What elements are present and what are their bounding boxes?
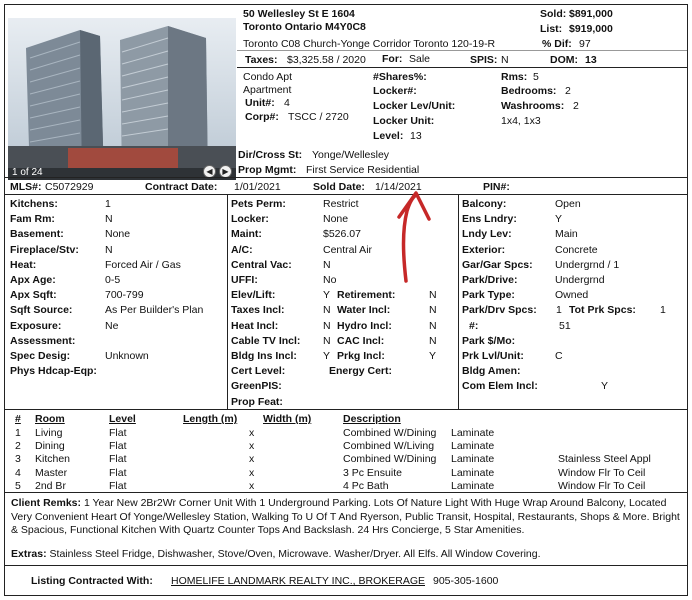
room-number: 5 (15, 479, 21, 492)
cross-street-label: Dir/Cross St: (238, 149, 303, 161)
city-postal: Toronto Ontario M4Y0C8 (243, 21, 366, 33)
field-value: Central Air (323, 243, 373, 256)
pdif-label: % Dif: (542, 38, 572, 50)
field-label: Taxes Incl: (231, 304, 285, 317)
field-label: Kitchens: (10, 198, 58, 210)
prop-mgmt-value: First Service Residential (306, 164, 420, 176)
prop-mgmt-label: Prop Mgmt: (238, 164, 297, 176)
table-header: Level (109, 413, 136, 425)
field-label: Fireplace/Stv: (10, 243, 79, 256)
field-label: Bldg Ins Incl: (231, 350, 297, 362)
field-label: Retirement: (337, 289, 396, 302)
client-remarks-label: Client Remks: (11, 497, 82, 509)
cross-street-value: Yonge/Wellesley (312, 149, 390, 161)
field-label: Com Elem Incl: (462, 380, 538, 393)
field-value: 1 (660, 304, 666, 317)
for-label: For: (382, 53, 403, 65)
field-value: N (105, 213, 113, 226)
washrooms-detail: 1x4, 1x3 (501, 115, 541, 127)
field-value: Open (555, 198, 581, 210)
field-value: Y (601, 380, 609, 393)
corp-value: TSCC / 2720 (288, 111, 349, 123)
field-value: N (429, 334, 437, 347)
field-label: Elev/Lift: (231, 289, 276, 302)
dom-value: 13 (585, 54, 597, 66)
field-label: Cable TV Incl: (231, 334, 301, 347)
field-value: N (429, 304, 437, 317)
extras-text: Stainless Steel Fridge, Dishwasher, Stove/Oven, Microwave. Washer/Dryer. All Elfs. All Window Covering. (49, 548, 541, 560)
divider (237, 50, 687, 51)
area-line: Toronto C08 Church-Yonge Corridor Toronto 120-19-R (243, 38, 496, 50)
property-style: Apartment (243, 84, 292, 96)
unit-label: Unit#: (245, 97, 275, 109)
building-photo-image (8, 18, 236, 180)
room-number: 2 (15, 440, 21, 453)
photo-counter: 1 of 24 (12, 167, 43, 178)
field-label: Sqft Source: (10, 304, 73, 317)
field-value: N (323, 304, 331, 317)
field-label: Apx Age: (10, 274, 56, 286)
dom-label: DOM: (550, 54, 578, 66)
field-label: Heat: (10, 258, 37, 271)
divider (5, 177, 687, 178)
rooms-value: 5 (533, 71, 539, 83)
property-photo[interactable] (8, 18, 236, 180)
room-dimension: x (249, 427, 255, 439)
field-value: Ne (105, 319, 119, 332)
room-dimension: x (249, 453, 255, 466)
field-label: GreenPIS: (231, 380, 282, 393)
field-label: Spec Desig: (10, 350, 71, 362)
room-level: Flat (109, 440, 127, 453)
field-value: N (323, 334, 331, 347)
bedrooms-label: Bedrooms: (501, 85, 557, 97)
room-description: Laminate (451, 453, 495, 466)
locker-lev-label: Locker Lev/Unit: (373, 100, 456, 112)
table-header: Width (m) (263, 413, 312, 425)
field-label: #: (469, 319, 479, 332)
field-value: N (429, 289, 437, 302)
field-label: Heat Incl: (231, 319, 279, 332)
field-value: Y (555, 213, 563, 226)
field-label: Park/Drive: (462, 274, 518, 286)
field-value: 700-799 (105, 289, 144, 302)
room-name: Living (35, 427, 63, 439)
field-label: A/C: (231, 243, 253, 256)
field-label: Lndy Lev: (462, 228, 512, 241)
field-label: Energy Cert: (329, 365, 393, 378)
field-label: Cert Level: (231, 365, 286, 378)
sold-price: $891,000 (569, 8, 613, 20)
room-name: 2nd Br (35, 479, 66, 492)
field-value: N (429, 319, 437, 332)
field-value: Unknown (105, 350, 149, 362)
address: 50 Wellesley St E 1604 (243, 8, 355, 20)
field-label: Locker: (231, 213, 269, 226)
field-value: 0-5 (105, 274, 121, 286)
locker-num-label: Locker#: (373, 85, 417, 97)
washrooms-value: 2 (573, 100, 579, 112)
room-description: Laminate (451, 427, 495, 439)
field-value: None (323, 213, 349, 226)
table-header: Length (m) (183, 413, 238, 425)
spis-value: N (501, 54, 509, 66)
room-dimension: x (249, 440, 255, 453)
listing-sheet (4, 4, 688, 596)
field-value: Concrete (555, 243, 598, 256)
client-remarks-text: 1 Year New 2Br2Wr Corner Unit With 1 Underground Parking. Lots Of Nature Light With Huge Wrap Around Balcony, Located Very Convenient Heart Of Yonge/Wellesley Station, Walking To U Of T And Ryerson, Public Transit, Hospital, Restaurants, Shops & More. Bright & Spacious, Functional Kitchen With Quartz Counter Tops And Backslash. 24 Hrs Concierge, 5 Star Amenities. (11, 497, 680, 536)
room-name: Master (35, 466, 68, 479)
taxes-label: Taxes: (245, 54, 278, 66)
contract-date-label: Contract Date: (145, 181, 218, 193)
mls-value: C5072929 (45, 181, 94, 193)
room-description: Window Flr To Ceil (558, 466, 646, 479)
field-label: UFFI: (231, 274, 258, 286)
room-description: Laminate (451, 466, 495, 479)
field-label: Prk Lvl/Unit: (462, 350, 524, 362)
field-label: Assessment: (10, 334, 76, 347)
listing-contracted-label: Listing Contracted With: (31, 575, 153, 587)
extras-label: Extras: (11, 548, 47, 560)
room-description: Laminate (451, 479, 495, 492)
next-photo-icon[interactable]: ▶ (219, 165, 232, 178)
list-label: List: (540, 23, 563, 35)
field-label: Balcony: (462, 198, 507, 210)
field-label: Pets Perm: (231, 198, 286, 210)
room-description: Combined W/Dining (343, 427, 437, 439)
sold-date-value: 1/14/2021 (375, 181, 422, 193)
field-label: Hydro Incl: (337, 319, 392, 332)
field-value: 1 (105, 198, 111, 210)
field-value: Y (323, 350, 331, 362)
prev-photo-icon[interactable]: ◀ (203, 165, 216, 178)
room-description: Stainless Steel Appl (558, 453, 651, 466)
field-value: Forced Air / Gas (105, 258, 181, 271)
column-divider (227, 194, 228, 409)
field-value: N (323, 258, 331, 271)
room-level: Flat (109, 466, 127, 479)
taxes-value: $3,325.58 / 2020 (287, 54, 366, 66)
field-value: C (555, 350, 563, 362)
field-label: Prop Feat: (231, 395, 283, 408)
room-description: 3 Pc Ensuite (343, 466, 402, 479)
unit-value: 4 (284, 97, 290, 109)
field-value: None (105, 228, 131, 241)
field-value: 51 (559, 319, 571, 332)
room-description: Combined W/Dining (343, 453, 437, 466)
washrooms-label: Washrooms: (501, 100, 565, 112)
field-label: Basement: (10, 228, 64, 241)
client-remarks (11, 497, 687, 538)
field-value: Restrict (323, 198, 359, 210)
field-value: Y (429, 350, 437, 362)
field-label: Central Vac: (231, 258, 292, 271)
extras (11, 548, 687, 562)
field-label: Park/Drv Spcs: (462, 304, 537, 317)
property-type: Condo Apt (243, 71, 293, 83)
field-label: Bldg Amen: (462, 365, 521, 378)
room-number: 4 (15, 466, 21, 479)
room-description: Laminate (451, 440, 495, 453)
field-label: Fam Rm: (10, 213, 55, 226)
contract-date-value: 1/01/2021 (234, 181, 281, 193)
field-label: Apx Sqft: (10, 289, 57, 302)
field-label: Park Type: (462, 289, 515, 302)
field-label: Maint: (231, 228, 262, 241)
room-dimension: x (249, 479, 255, 492)
field-value: Main (555, 228, 578, 241)
field-label: Prkg Incl: (337, 350, 385, 362)
field-label: Gar/Gar Spcs: (462, 258, 533, 271)
mls-label: MLS#: (10, 181, 42, 193)
table-header: # (15, 413, 21, 425)
room-description: 4 Pc Bath (343, 479, 389, 492)
field-label: Phys Hdcap-Eqp: (10, 365, 97, 378)
field-value: 1 (556, 304, 562, 317)
spis-label: SPIS: (470, 54, 498, 66)
field-value: Undergrnd (555, 274, 605, 286)
level-label: Level: (373, 130, 404, 142)
field-label: Tot Prk Spcs: (569, 304, 636, 317)
for-value: Sale (409, 53, 431, 65)
room-description: Window Flr To Ceil (558, 479, 646, 492)
sold-label: Sold: (540, 8, 567, 20)
field-value: Y (323, 289, 331, 302)
sold-date-label: Sold Date: (313, 181, 365, 193)
bedrooms-value: 2 (565, 85, 571, 97)
room-number: 1 (15, 427, 21, 439)
room-level: Flat (109, 479, 127, 492)
room-number: 3 (15, 453, 21, 466)
field-value: Undergrnd / 1 (555, 258, 620, 271)
field-label: Ens Lndry: (462, 213, 517, 226)
divider (237, 67, 687, 68)
field-value: No (323, 274, 337, 286)
room-name: Kitchen (35, 453, 71, 466)
column-divider (458, 194, 459, 409)
field-value: $526.07 (323, 228, 361, 241)
table-header: Room (35, 413, 65, 425)
brokerage-phone: 905-305-1600 (433, 575, 499, 587)
room-level: Flat (109, 453, 127, 466)
field-label: Exterior: (462, 243, 506, 256)
divider (5, 409, 687, 410)
level-value: 13 (410, 130, 422, 142)
locker-unit-label: Locker Unit: (373, 115, 435, 127)
field-value: N (105, 243, 113, 256)
pin-label: PIN#: (483, 181, 510, 193)
rooms-label: Rms: (501, 71, 528, 83)
field-label: Park $/Mo: (462, 334, 516, 347)
list-price: $919,000 (569, 23, 613, 35)
brokerage-link[interactable]: HOMELIFE LANDMARK REALTY INC., BROKERAGE (171, 575, 425, 587)
room-description: Combined W/Living (343, 440, 435, 453)
divider (5, 492, 687, 493)
room-level: Flat (109, 427, 127, 439)
field-value: N (323, 319, 331, 332)
field-label: Water Incl: (337, 304, 391, 317)
field-label: Exposure: (10, 319, 62, 332)
corp-label: Corp#: (245, 111, 279, 123)
room-name: Dining (35, 440, 65, 453)
field-value: As Per Builder's Plan (105, 304, 204, 317)
field-value: Owned (555, 289, 589, 302)
divider (5, 565, 687, 566)
divider (5, 194, 687, 195)
shares-label: #Shares%: (373, 71, 427, 83)
room-dimension: x (249, 466, 255, 479)
pdif-value: 97 (579, 38, 591, 50)
table-header: Description (343, 413, 401, 425)
field-label: CAC Incl: (337, 334, 385, 347)
